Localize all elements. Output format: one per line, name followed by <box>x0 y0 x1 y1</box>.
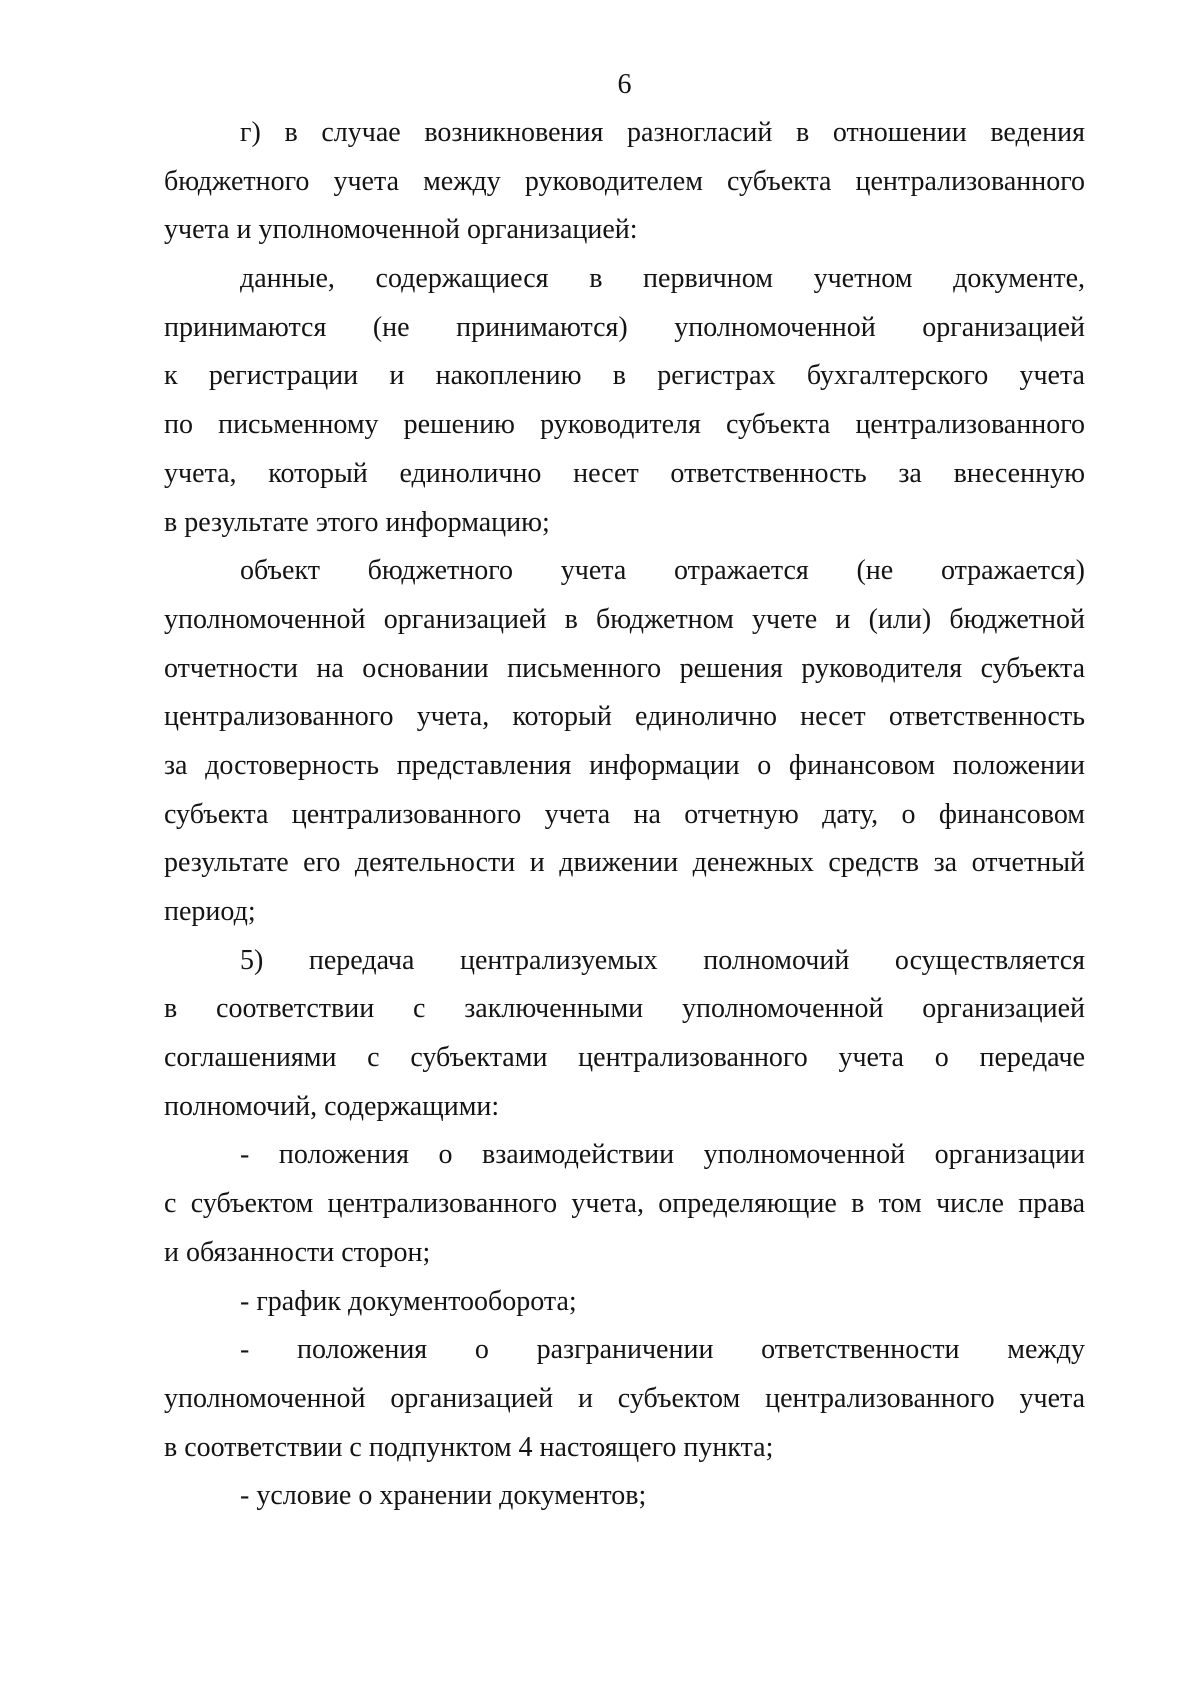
text-line: период; <box>164 896 256 927</box>
text-line: по письменному решению руководителя субъекта централизованного <box>164 409 1085 441</box>
text-line: отчетности на основании письменного решения руководителя субъекта <box>164 652 1085 684</box>
paragraph <box>164 1131 1085 1277</box>
paragraph <box>164 109 1085 255</box>
text-line: в результате этого информацию; <box>164 506 550 538</box>
text-line: полномочий, содержащими: <box>164 1090 500 1122</box>
paragraph <box>164 547 1085 937</box>
page-number: 6 <box>617 69 632 100</box>
text-line: г) в случае возникновения разногласий в отношении ведения <box>240 117 1085 148</box>
paragraph <box>164 937 1085 1132</box>
text-line: соглашениями с субъектами централизованного учета о передаче <box>164 1042 1085 1074</box>
paragraph <box>164 1472 1085 1521</box>
text-line: за достоверность представления информации о финансовом положении <box>164 749 1085 781</box>
text-line: объект бюджетного учета отражается (не отражается) <box>240 555 1085 587</box>
text-line: централизованного учета, который единолично несет ответственность <box>164 701 1085 733</box>
text-line: - условие о хранении документов; <box>240 1480 647 1512</box>
paragraph <box>164 1278 1085 1327</box>
paragraph <box>164 255 1085 547</box>
paragraph <box>164 1326 1085 1472</box>
text-line: уполномоченной организацией в бюджетном учете и (или) бюджетной <box>164 603 1085 635</box>
text-line: с субъектом централизованного учета, определяющие в том числе права <box>164 1188 1085 1220</box>
text-line: в соответствии с заключенными уполномоченной организацией <box>164 993 1085 1025</box>
text-line: бюджетного учета между руководителем субъекта централизованного <box>164 165 1085 197</box>
text-line: субъекта централизованного учета на отчетную дату, о финансовом <box>164 798 1085 830</box>
document-content <box>164 60 1085 1521</box>
text-line: к регистрации и накоплению в регистрах бухгалтерского учета <box>164 360 1085 392</box>
text-line: 5) передача централизуемых полномочий осуществляется <box>240 944 1085 976</box>
document-body <box>164 109 1085 1521</box>
text-line: - положения о взаимодействии уполномоченной организации <box>240 1139 1085 1171</box>
text-line: и обязанности сторон; <box>164 1236 431 1268</box>
text-line: принимаются (не принимаются) уполномоченной организацией <box>164 311 1085 343</box>
text-line: результате его деятельности и движении денежных средств за отчетный <box>164 847 1085 879</box>
text-line: - график документооборота; <box>240 1285 577 1317</box>
text-line: - положения о разграничении ответственности между <box>240 1334 1085 1366</box>
text-line: учета и уполномоченной организацией: <box>164 214 638 246</box>
text-line: в соответствии с подпунктом 4 настоящего пункта; <box>164 1431 774 1463</box>
text-line: уполномоченной организацией и субъектом централизованного учета <box>164 1382 1085 1414</box>
text-line: данные, содержащиеся в первичном учетном документе, <box>240 263 1085 295</box>
text-line: учета, который единолично несет ответственность за внесенную <box>164 457 1085 489</box>
